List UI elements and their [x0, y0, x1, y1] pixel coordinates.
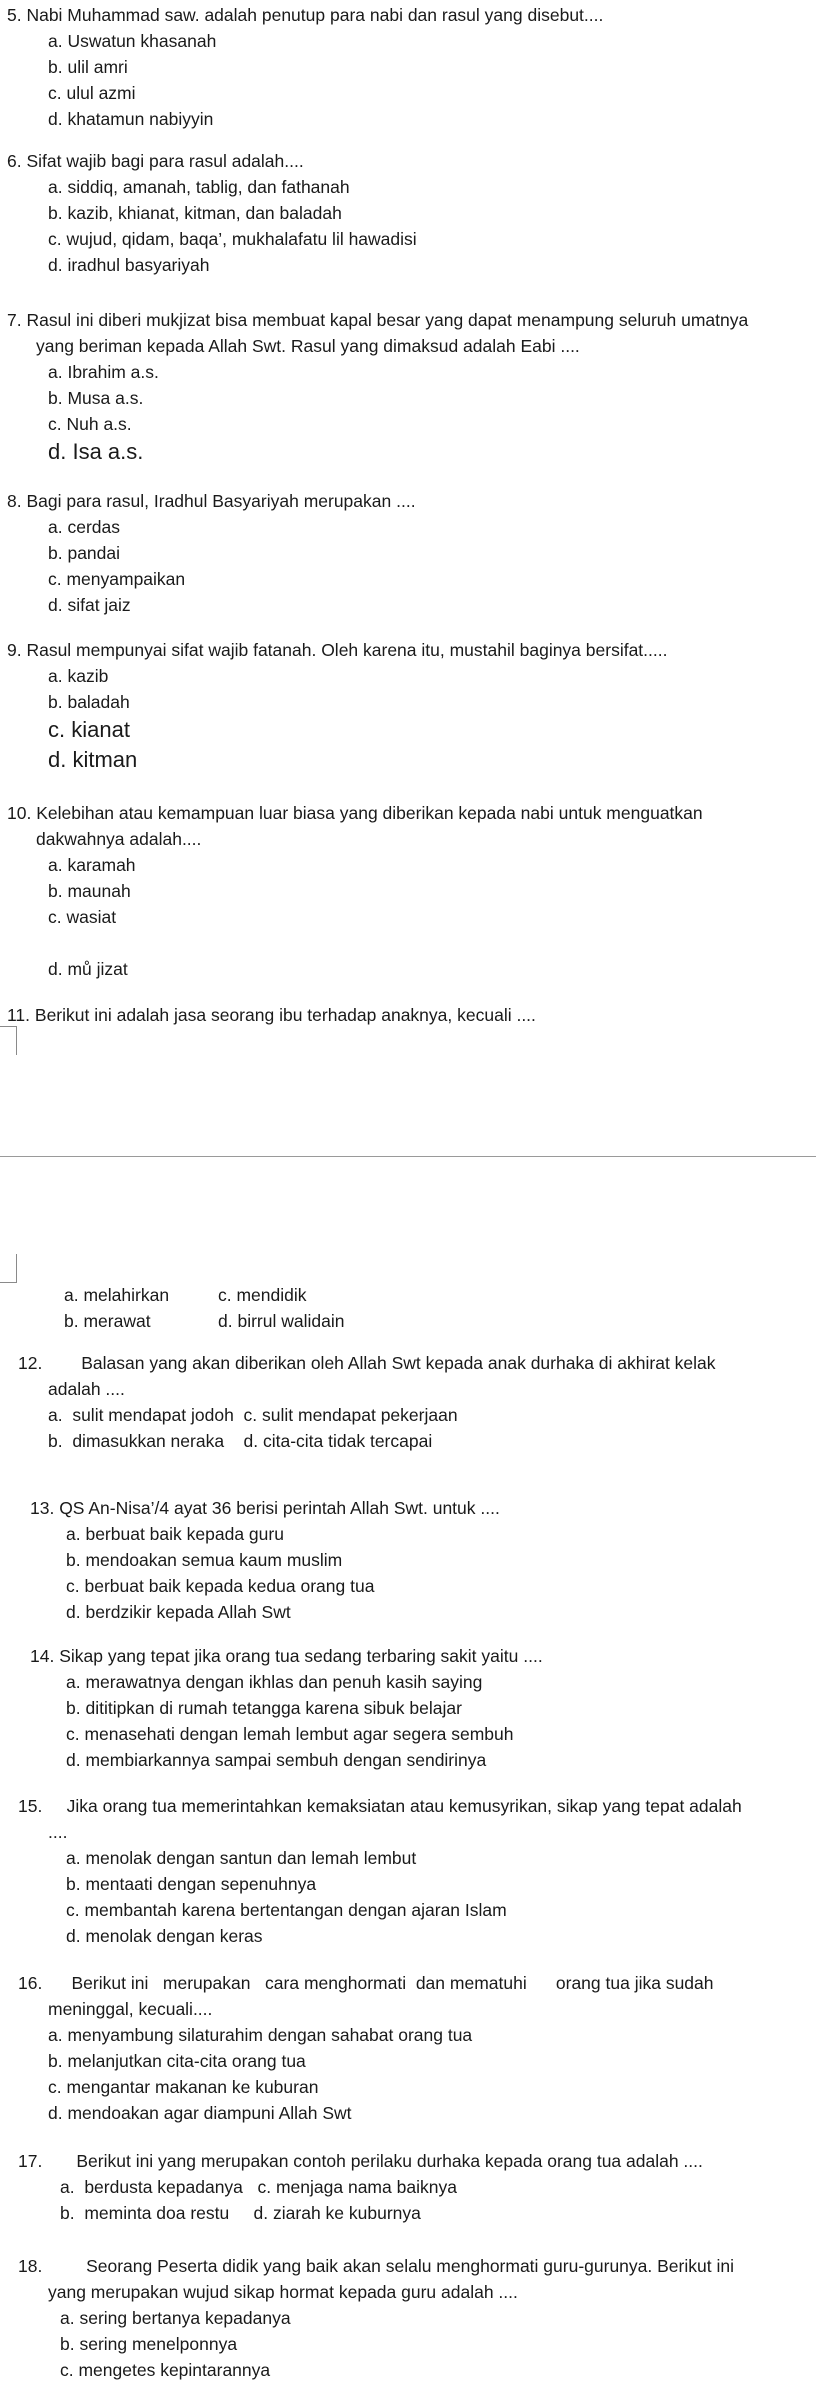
option-c: c. mengetes kepintarannya	[60, 2360, 271, 2380]
question-stem-continued: dakwahnya adalah....	[36, 829, 202, 849]
question-14	[0, 1643, 816, 1773]
question-stem: 6. Sifat wajib bagi para rasul adalah....	[7, 151, 304, 171]
option-c: c. mengantar makanan ke kuburan	[48, 2077, 319, 2097]
question-stem: 10. Kelebihan atau kemampuan luar biasa yang diberikan kepada nabi untuk menguatkan	[7, 803, 703, 823]
option-a: a. siddiq, amanah, tablig, dan fathanah	[48, 177, 350, 197]
option-d: d. iradhul basyariyah	[48, 255, 210, 275]
page-separator-line	[0, 1156, 816, 1157]
option-c: c. menyampaikan	[48, 569, 186, 589]
option-b: b. pandai	[48, 543, 121, 563]
option-a: a. berbuat baik kepada guru	[66, 1524, 284, 1544]
option-c: c. membantah karena bertentangan dengan ajaran Islam	[66, 1900, 507, 1920]
option-a: a. melahirkan	[64, 1285, 170, 1305]
option-a: a. merawatnya dengan ikhlas dan penuh kasih saying	[66, 1672, 483, 1692]
page-break-marker-bottom	[0, 1254, 17, 1283]
option-a: a. cerdas	[48, 517, 120, 537]
question-stem-continued: adalah ....	[48, 1379, 125, 1399]
option-a: a. karamah	[48, 855, 136, 875]
question-15	[0, 1793, 816, 1949]
question-stem: 13. QS An-Nisa’/4 ayat 36 berisi perintah Allah Swt. untuk ....	[30, 1498, 500, 1518]
question-stem: 5. Nabi Muhammad saw. adalah penutup para nabi dan rasul yang disebut....	[7, 5, 604, 25]
option-a: a. Ibrahim a.s.	[48, 362, 159, 382]
options-row-2: b. meminta doa restu d. ziarah ke kuburnya	[60, 2203, 421, 2223]
question-9	[0, 637, 816, 775]
question-stem: 14. Sikap yang tepat jika orang tua sedang terbaring sakit yaitu ....	[30, 1646, 543, 1666]
option-a: a. menolak dengan santun dan lemah lembut	[66, 1848, 417, 1868]
question-17	[0, 2148, 816, 2226]
question-11	[0, 1002, 816, 1028]
page-break-marker-top	[0, 1026, 17, 1055]
question-8	[0, 488, 816, 618]
option-c: c. wujud, qidam, baqa’, mukhalafatu lil hawadisi	[48, 229, 417, 249]
option-d: d. membiarkannya sampai sembuh dengan sendirinya	[66, 1750, 487, 1770]
question-stem-continued: yang merupakan wujud sikap hormat kepada guru adalah ....	[48, 2282, 518, 2302]
option-b: b. kazib, khianat, kitman, dan baladah	[48, 203, 342, 223]
question-stem: 18. Seorang Peserta didik yang baik akan selalu menghormati guru-gurunya. Berikut ini	[18, 2256, 734, 2276]
question-5	[0, 2, 816, 132]
question-stem-continued: ....	[48, 1822, 68, 1842]
question-7	[0, 307, 816, 467]
option-b: b. ulil amri	[48, 57, 128, 77]
option-b: b. Musa a.s.	[48, 388, 144, 408]
option-d: d. mů jizat	[48, 959, 128, 979]
question-stem: 16. Berikut ini merupakan cara menghormati dan mematuhi orang tua jika sudah	[18, 1973, 714, 1993]
question-stem: 7. Rasul ini diberi mukjizat bisa membuat kapal besar yang dapat menampung seluruh umatnya	[7, 310, 749, 330]
option-d: d. sifat jaiz	[48, 595, 131, 615]
option-b: b. baladah	[48, 692, 130, 712]
question-stem: 12. Balasan yang akan diberikan oleh Allah Swt kepada anak durhaka di akhirat kelak	[18, 1353, 716, 1373]
option-d: d. menolak dengan keras	[66, 1926, 263, 1946]
question-stem-continued: meninggal, kecuali....	[48, 1999, 213, 2019]
question-stem: 17. Berikut ini yang merupakan contoh perilaku durhaka kepada orang tua adalah ....	[18, 2151, 703, 2171]
question-stem: 15. Jika orang tua memerintahkan kemaksiatan atau kemusyrikan, sikap yang tepat adalah	[18, 1796, 742, 1816]
option-d: d. khatamun nabiyyin	[48, 109, 214, 129]
option-a: a. Uswatun khasanah	[48, 31, 217, 51]
options-row-2	[0, 1308, 816, 1334]
options-row-1: a. sulit mendapat jodoh c. sulit mendapat pekerjaan	[48, 1405, 458, 1425]
option-b: b. melanjutkan cita-cita orang tua	[48, 2051, 306, 2071]
question-13	[0, 1495, 816, 1625]
question-12	[0, 1350, 816, 1454]
option-c: c. kianat	[48, 717, 130, 742]
option-a: a. menyambung silaturahim dengan sahabat orang tua	[48, 2025, 473, 2045]
question-16	[0, 1970, 816, 2126]
option-b: b. sering menelponnya	[60, 2334, 238, 2354]
option-b: b. dititipkan di rumah tetangga karena sibuk belajar	[66, 1698, 462, 1718]
question-stem: 9. Rasul mempunyai sifat wajib fatanah. Oleh karena itu, mustahil baginya bersifat.....	[7, 640, 668, 660]
option-c: c. menasehati dengan lemah lembut agar segera sembuh	[66, 1724, 514, 1744]
question-stem: 11. Berikut ini adalah jasa seorang ibu terhadap anaknya, kecuali ....	[7, 1005, 536, 1025]
option-b: b. maunah	[48, 881, 131, 901]
question-stem-continued: yang beriman kepada Allah Swt. Rasul yang dimaksud adalah Eabi ....	[36, 336, 580, 356]
question-18	[0, 2253, 816, 2383]
question-10	[0, 800, 816, 982]
option-c: c. ulul azmi	[48, 83, 136, 103]
options-row-2: b. dimasukkan neraka d. cita-cita tidak tercapai	[48, 1431, 433, 1451]
option-c: c. Nuh a.s.	[48, 414, 132, 434]
option-d: d. Isa a.s.	[48, 439, 144, 464]
option-b: b. mendoakan semua kaum muslim	[66, 1550, 343, 1570]
option-a: a. kazib	[48, 666, 109, 686]
option-a: a. sering bertanya kepadanya	[60, 2308, 291, 2328]
question-11-options	[0, 1282, 816, 1334]
option-c: c. wasiat	[48, 907, 117, 927]
option-b: b. mentaati dengan sepenuhnya	[66, 1874, 317, 1894]
question-stem: 8. Bagi para rasul, Iradhul Basyariyah merupakan ....	[7, 491, 416, 511]
option-d: d. kitman	[48, 747, 138, 772]
option-d: d. mendoakan agar diampuni Allah Swt	[48, 2103, 352, 2123]
options-row-1	[0, 1282, 816, 1308]
option-d: d. berdzikir kepada Allah Swt	[66, 1602, 291, 1622]
option-b: b. merawat	[64, 1311, 151, 1331]
option-c: c. berbuat baik kepada kedua orang tua	[66, 1576, 375, 1596]
question-6	[0, 148, 816, 278]
option-d: d. birrul walidain	[218, 1311, 345, 1331]
options-row-1: a. berdusta kepadanya c. menjaga nama baiknya	[60, 2177, 457, 2197]
option-c: c. mendidik	[218, 1285, 307, 1305]
